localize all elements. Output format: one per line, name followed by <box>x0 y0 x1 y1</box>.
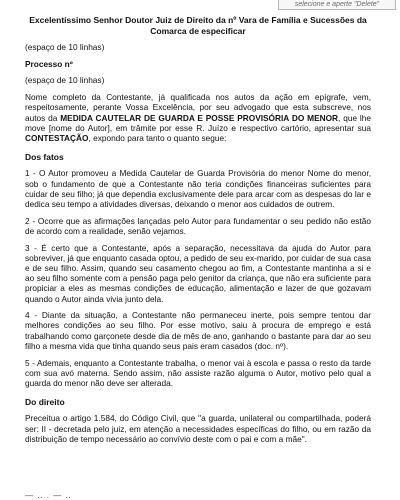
intro-text-1: Nome completo da Contestante, já qualificada nos autos da ação em epígrafe, vem, respeitosamente, perante Vossa Excelência, por seu advogado que esta subscreve, nos autos da <box>25 92 371 123</box>
cutoff-text: — ‥ . — ‥ <box>25 491 72 500</box>
fatos-item-2: 2 - Ocorre que as afirmações lançadas pelo Autor para fundamentar o seu pedido não estão de acordo com a realidade, senão vejamos. <box>25 215 371 236</box>
spacer-note-2: (espaço de 10 linhas) <box>25 75 105 86</box>
spacer-note-1: (espaço de 10 linhas) <box>25 42 105 52</box>
intro-paragraph <box>25 92 371 143</box>
fatos-item-4: 4 - Diante da situação, a Contestante não permaneceu inerte, pois sempre tentou dar melhores condições ao seu filho. Por esse motivo, saiu à procura de emprego e está trabalhando como garçonete desde dia de mês de ano, ganhando o bastante para dar ao seu filho a mesma vida que tinha quando seus pais eram casados (doc. nº). <box>25 310 371 351</box>
fatos-item-3: 3 - É certo que a Contestante, após a separação, necessitava da ajuda do Autor para sobreviver, já que enquanto casada optou, a pedido de seu ex-marido, por cuidar de sua casa e de seu filho. Assim, quando seu casamento chegou ao fim, a Contestante mantinha a si e ao seu filho somente com a pensão paga pelo genitor da criança, que não era suficiente para propiciar a eles as mesmas condições de educação, alimentação e lazer de que gozavam quando o Autor ainda vivia junto dela. <box>25 242 371 304</box>
intro-bold-medida: MEDIDA CAUTELAR DE GUARDA E POSSE PROVISÓRIA DO MENOR <box>60 112 339 123</box>
section-title-direito: Do direito <box>25 397 65 408</box>
intro-text-3: , expondo para tanto o quanto segue: <box>88 132 227 143</box>
document-body <box>25 15 371 451</box>
processo-label: Processo nº <box>25 58 73 69</box>
intro-bold-contestacao: CONTESTAÇÃO <box>25 132 89 143</box>
fatos-item-5: 5 - Ademais, enquanto a Contestante trabalha, o menor vai à escola e passa o resto da tarde com sua avó materna. Sendo assim, não assiste razão alguma o Autor, motivo pelo qual a guarda do menor não deve ser alterada. <box>25 357 371 388</box>
delete-hint-box: selecione e aperte "Delete" <box>278 0 396 10</box>
intro-text-2: , que lhe move [nome do Autor], em trâmite por esse R. Juízo e respectivo cartório, apresentar sua <box>25 112 371 133</box>
document-heading: Excelentíssimo Senhor Doutor Juiz de Direito da nº Vara de Família e Sucessões da Comarca de especificar <box>29 15 367 36</box>
fatos-item-1: 1 - O Autor promoveu a Medida Cautelar de Guarda Provisória do menor Nome do menor, sob o fundamento de que a Contestante não teria condições financeiras suficientes para cuidar de seu filho; já que dependia exclusivamente dele para arcar com as despesas do lar e dedica seu tempo a atividades diversas, deixando o menor aos cuidados de outrem. <box>25 168 371 209</box>
direito-paragraph: Preceitua o artigo 1.584, do Código Civil, que "a guarda, unilateral ou compartilhada, poderá ser: II - decretada pelo juiz, em atenção a necessidades específicas do filho, ou em razão da distribuição de tempo necessário ao convívio deste com o pai e com a mãe". <box>25 413 371 444</box>
section-title-fatos: Dos fatos <box>25 152 64 163</box>
